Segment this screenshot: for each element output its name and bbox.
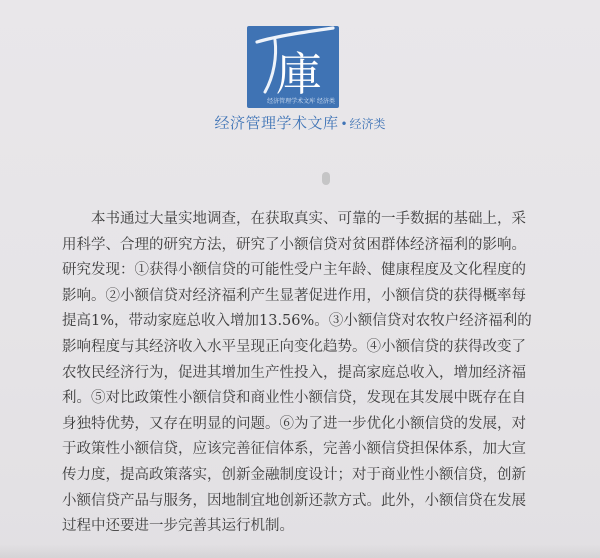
abstract-line: 小额信贷产品与服务，因地制宜地创新还款方式。此外，小额信贷在发展 — [62, 492, 526, 509]
series-title-line — [0, 112, 600, 133]
abstract-line: 用科学、合理的研究方法，研究了小额信贷对贫困群体经济福利的影响。 — [62, 236, 526, 253]
series-category: 经济类 — [349, 117, 386, 131]
abstract-text — [62, 207, 552, 540]
abstract-line: 影响。②小额信贷对经济福利产生显著促进作用，小额信贷的获得概率每 — [62, 287, 526, 304]
abstract-line: 于政策性小额信贷，应该完善征信体系，完善小额信贷担保体系，加大宣 — [62, 441, 526, 458]
abstract-line: 身独特优势，又存在明显的问题。⑥为了进一步优化小额信贷的发展，对 — [62, 415, 526, 432]
abstract-line: 传力度，提高政策落实，创新金融制度设计；对于商业性小额信贷，创新 — [62, 466, 526, 483]
print-speck — [322, 172, 330, 185]
library-logo — [247, 26, 339, 108]
abstract-line: 过程中还要进一步完善其运行机制。 — [62, 518, 294, 535]
abstract-line: 农牧民经济行为，促进其增加生产性投入，提高家庭总收入，增加经济福 — [62, 364, 526, 381]
abstract-line: 本书通过大量实地调查，在获取真实、可靠的一手数据的基础上，采 — [91, 211, 526, 227]
abstract-line: 研究发现：①获得小额信贷的可能性受户主年龄、健康程度及文化程度的 — [62, 262, 526, 279]
logo-character: 庫 — [276, 47, 322, 101]
bottom-edge — [0, 544, 600, 558]
series-separator: • — [340, 117, 348, 131]
abstract-line: 利。⑤对比政策性小额信贷和商业性小额信贷，发现在其发展中既存在自 — [62, 390, 526, 407]
abstract-line: 影响程度与其经济收入水平呈现正向变化趋势。④小额信贷的获得改变了 — [62, 338, 526, 355]
logo-caption: 经济管理学术文库 经济类 — [267, 98, 335, 105]
series-title: 经济管理学术文库 — [214, 114, 339, 132]
abstract-line: 提高1%，带动家庭总收入增加13.56%。③小额信贷对农牧户经济福利的 — [62, 313, 532, 330]
